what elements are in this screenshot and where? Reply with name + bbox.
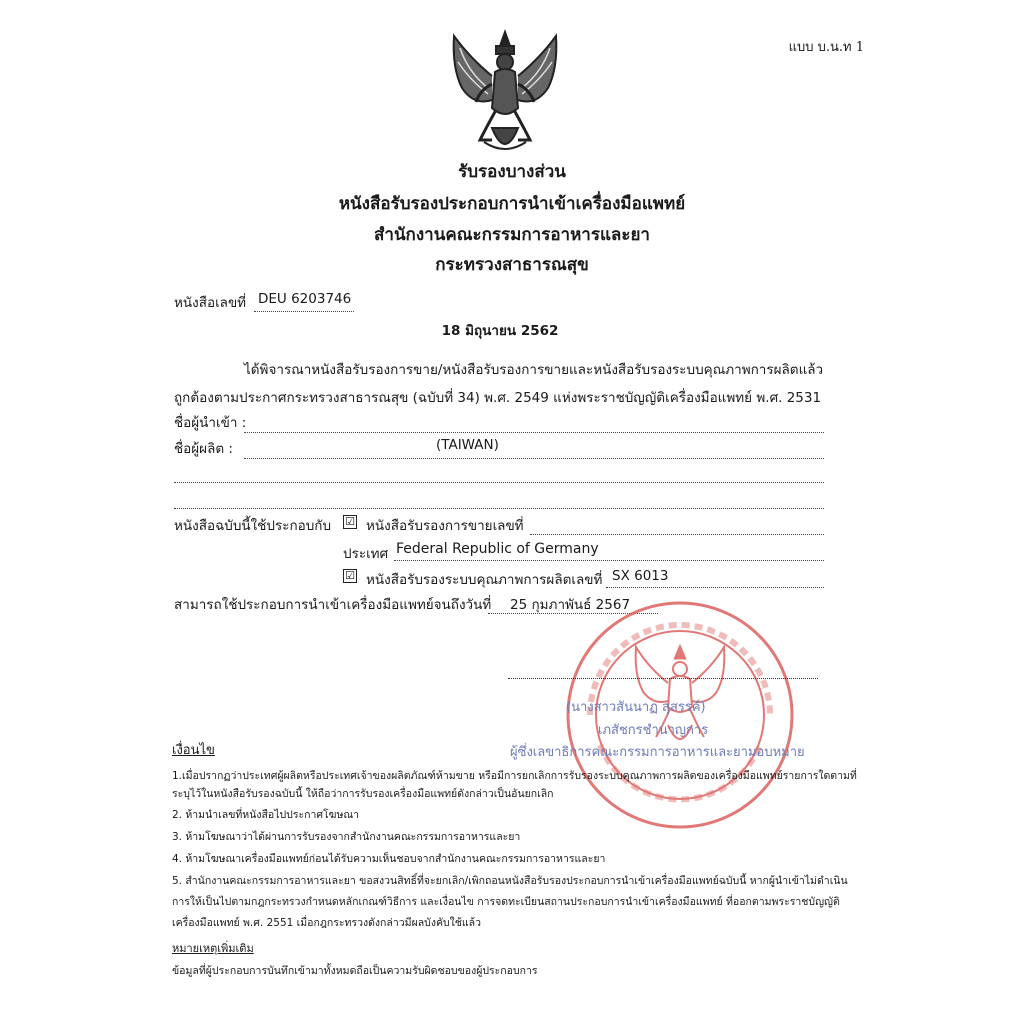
importer-label: ชื่อผู้นำเข้า : bbox=[174, 415, 247, 431]
partial-certification-title: รับรองบางส่วน bbox=[458, 162, 566, 182]
ministry-name: กระทรวงสาธารณสุข bbox=[435, 255, 589, 275]
issue-date: 18 มิถุนายน 2562 bbox=[441, 323, 559, 339]
importer-dotline bbox=[244, 432, 824, 433]
certificate-title: หนังสือรับรองประกอบการนำเข้าเครื่องมือแพทย์ bbox=[338, 194, 686, 214]
form-code: แบบ บ.น.ท 1 bbox=[788, 40, 864, 55]
notes-heading: หมายเหตุเพิ่มเติม bbox=[172, 942, 254, 955]
manufacturer-label: ชื่อผู้ผลิต : bbox=[174, 441, 233, 457]
usage-label: หนังสือฉบับนี้ใช้ประกอบกับ bbox=[174, 518, 332, 534]
condition-5-line3: เครื่องมือแพทย์ พ.ศ. 2551 เมื่อกฎกระทรวงดังกล่าวมีผลบังคับใช้แล้ว bbox=[172, 917, 481, 929]
condition-5-line1: 5. สำนักงานคณะกรรมการอาหารและยา ขอสงวนสิทธิ์ที่จะยกเลิก/เพิกถอนหนังสือรับรองประกอบการนำเข้าเครื่องมือแพทย์ฉบับนี้ หากผู้นำเข้าไม่ดำเนิน bbox=[172, 875, 848, 887]
blank-dotline-1 bbox=[174, 482, 824, 483]
signatory-authority: ผู้ซึ่งเลขาธิการคณะกรรมการอาหารและยามอบหมาย bbox=[510, 745, 805, 760]
condition-3: 3. ห้ามโฆษณาว่าได้ผ่านการรับรองจากสำนักงานคณะกรรมการอาหารและยา bbox=[172, 831, 521, 843]
condition-5-line2: การให้เป็นไปตามกฎกระทรวงกำหนดหลักเกณฑ์วิธีการ และเงื่อนไข การจดทะเบียนสถานประกอบการนำเข้าเครื่องมือแพทย์ ที่ออกตามพระราชบัญญัติ bbox=[172, 896, 840, 908]
valid-until-date: 25 กุมภาพันธ์ 2567 bbox=[510, 597, 631, 613]
country-value: Federal Republic of Germany bbox=[396, 541, 599, 557]
garuda-emblem-icon bbox=[440, 28, 570, 163]
checkbox-sales-certificate: ☑ bbox=[343, 515, 357, 529]
signatory-name: (นางสาวสันนาฏ สุสรรค์) bbox=[566, 700, 706, 715]
country-dotline bbox=[394, 560, 824, 561]
condition-2: 2. ห้ามนำเลขที่หนังสือไปประกาศโฆษณา bbox=[172, 809, 360, 821]
condition-4: 4. ห้ามโฆษณาเครื่องมือแพทย์ก่อนได้รับความเห็นชอบจากสำนักงานคณะกรรมการอาหารและยา bbox=[172, 853, 606, 865]
country-label: ประเทศ bbox=[343, 546, 389, 562]
sales-certificate-dotline bbox=[530, 534, 824, 535]
conditions-heading: เงื่อนไข bbox=[172, 743, 215, 758]
quality-certificate-dotline bbox=[606, 587, 824, 588]
condition-1-line2: ระบุไว้ในหนังสือรับรองฉบับนี้ ให้ถือว่าการรับรองเครื่องมือแพทย์ดังกล่าวเป็นอันยกเลิก bbox=[172, 788, 554, 800]
manufacturer-value: (TAIWAN) bbox=[436, 437, 499, 453]
body-para-line2: ถูกต้องตามประกาศกระทรวงสาธารณสุข (ฉบับที่ 34) พ.ศ. 2549 แห่งพระราชบัญญัติเครื่องมือแพทย์ พ.ศ. 2531 bbox=[174, 390, 822, 406]
signatory-position: เภสัชกรชำนาญการ bbox=[598, 723, 709, 738]
signature-line bbox=[508, 678, 818, 679]
number-dotline bbox=[254, 311, 354, 312]
certificate-number-label: หนังสือเลขที่ bbox=[174, 295, 247, 311]
quality-certificate-number: SX 6013 bbox=[612, 568, 669, 584]
valid-until-label: สามารถใช้ประกอบการนำเข้าเครื่องมือแพทย์จนถึงวันที่ bbox=[174, 597, 492, 613]
sales-certificate-label: หนังสือรับรองการขายเลขที่ bbox=[366, 518, 524, 534]
body-para-line1: ได้พิจารณาหนังสือรับรองการขาย/หนังสือรับรองการขายและหนังสือรับรองระบบคุณภาพการผลิตแล้ว bbox=[244, 362, 824, 378]
blank-dotline-2 bbox=[174, 508, 824, 509]
condition-1-line1: 1.เมื่อปรากฏว่าประเทศผู้ผลิตหรือประเทศเจ้าของผลิตภัณฑ์ห้ามขาย หรือมีการยกเลิกการรับรองระบบคุณภาพการผลิตของเครื่องมือแพทย์รายการใดตามที่ bbox=[172, 770, 857, 782]
notes-text: ข้อมูลที่ผู้ประกอบการบันทึกเข้ามาทั้งหมดถือเป็นความรับผิดชอบของผู้ประกอบการ bbox=[172, 965, 538, 977]
certificate-number-value: DEU 6203746 bbox=[258, 291, 352, 307]
agency-name: สำนักงานคณะกรรมการอาหารและยา bbox=[374, 225, 650, 245]
manufacturer-dotline bbox=[244, 458, 824, 459]
checkbox-quality-certificate: ☑ bbox=[343, 569, 357, 583]
quality-certificate-label: หนังสือรับรองระบบคุณภาพการผลิตเลขที่ bbox=[366, 572, 603, 588]
